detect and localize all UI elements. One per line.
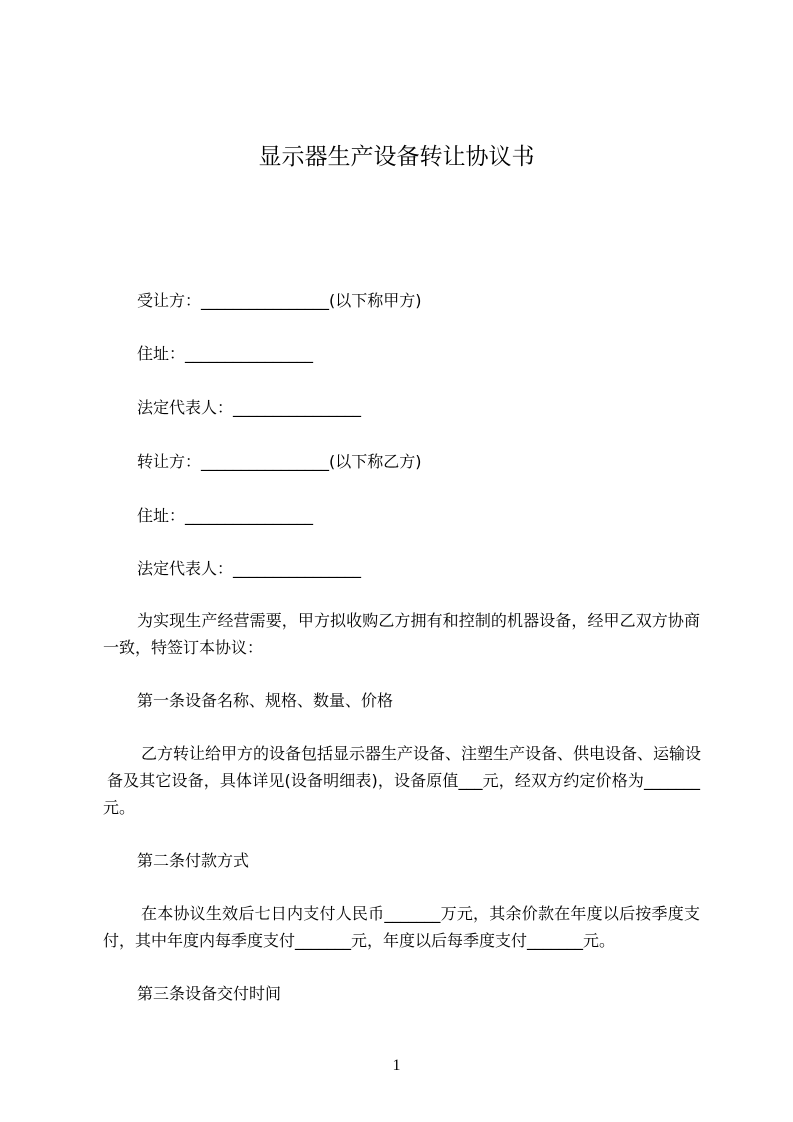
page-number: 1 bbox=[392, 1057, 401, 1074]
document-title: 显示器生产设备转让协议书 bbox=[258, 144, 535, 170]
transferor-field: 转让方：________________(以下称乙方) bbox=[137, 451, 422, 471]
paragraph-line: 为实现生产经营需要，甲方拟收购乙方拥有和控制的机器设备，经甲乙双方协商 bbox=[137, 611, 700, 631]
paragraph-line: 乙方转让给甲方的设备包括显示器生产设备、注塑生产设备、供电设备、运输设 bbox=[141, 744, 702, 764]
paragraph-line: 一致，特签订本协议： bbox=[103, 638, 264, 658]
article-2-paragraph bbox=[103, 900, 700, 954]
paragraph-line: 付，其中年度内每季度支付_______元，年度以后每季度支付_______元。 bbox=[103, 931, 616, 951]
intro-paragraph bbox=[103, 607, 700, 661]
transferor-address-field: 住址：________________ bbox=[137, 505, 314, 525]
paragraph-line: 在本协议生效后七日内支付人民币_______万元，其余价款在年度以后按季度支 bbox=[141, 904, 700, 924]
transferor-legal-rep-field: 法定代表人：________________ bbox=[137, 559, 362, 579]
article-1-heading: 第一条设备名称、规格、数量、价格 bbox=[137, 691, 394, 711]
document-body bbox=[103, 287, 700, 1034]
article-1-paragraph bbox=[103, 740, 700, 821]
transferee-address-field: 住址：________________ bbox=[137, 344, 314, 364]
transferee-field: 受让方：________________(以下称甲方) bbox=[137, 290, 422, 310]
article-2-heading: 第二条付款方式 bbox=[137, 851, 250, 871]
article-3-heading: 第三条设备交付时间 bbox=[137, 984, 282, 1004]
paragraph-line: 元。 bbox=[103, 798, 136, 818]
paragraph-line: 备及其它设备，具体详见(设备明细表)，设备原值___元，经双方约定价格为_______ bbox=[107, 771, 700, 791]
transferee-legal-rep-field: 法定代表人：________________ bbox=[137, 398, 362, 418]
